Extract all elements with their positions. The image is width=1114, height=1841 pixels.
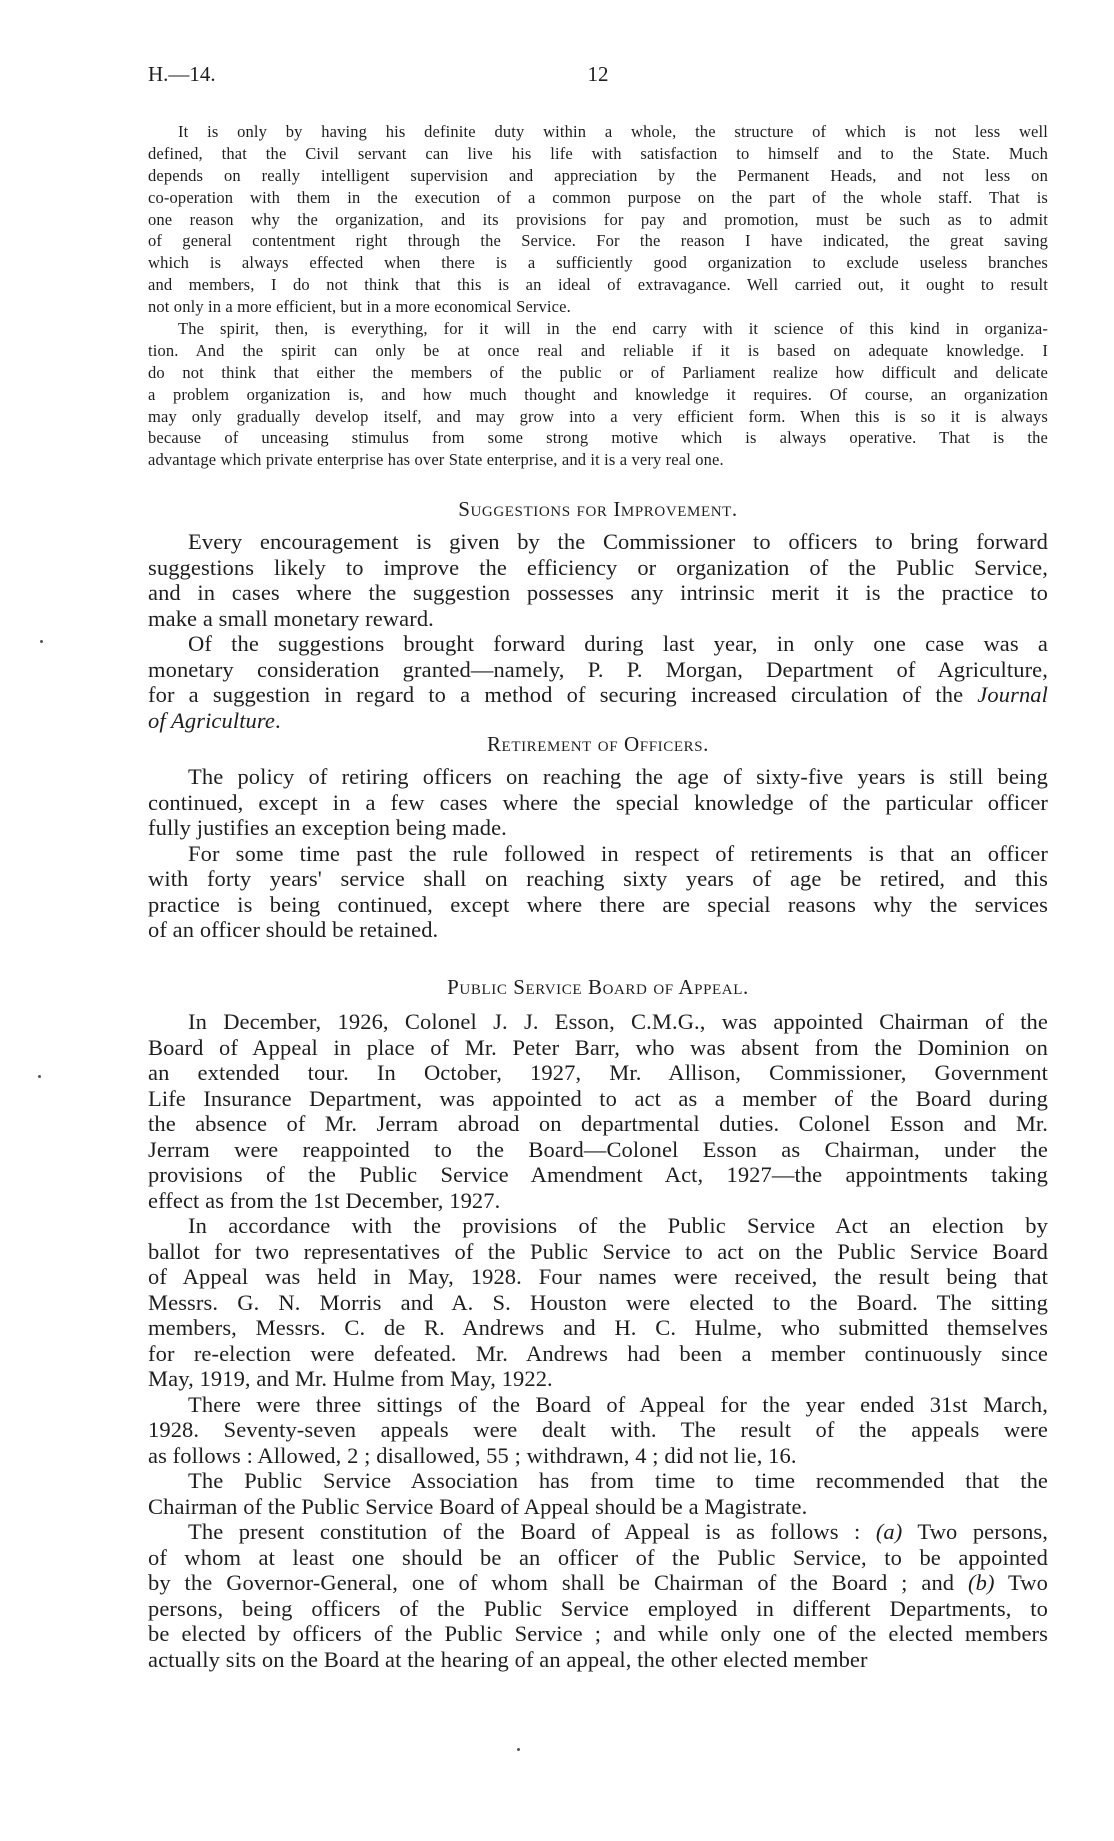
scan-speck bbox=[40, 640, 43, 643]
text-line: do not think that either the members of the public or of Parliament realize how difficult and delicate bbox=[148, 362, 1048, 382]
text-line: fully justifies an exception being made. bbox=[148, 815, 507, 840]
text-line: The spirit, then, is everything, for it will in the end carry with it science of this kind in organiza- bbox=[178, 319, 1048, 339]
retirement-section bbox=[148, 764, 1048, 943]
text-line: not only in a more efficient, but in a more economical Service. bbox=[148, 297, 571, 317]
text-line: ballot for two representatives of the Public Service to act on the Public Service Board bbox=[148, 1238, 1048, 1264]
text-line: Jerram were reappointed to the Board—Colonel Esson as Chairman, under the bbox=[148, 1136, 1048, 1162]
text-line: Chairman of the Public Service Board of Appeal should be a Magistrate. bbox=[148, 1493, 808, 1519]
paragraph bbox=[148, 841, 1048, 943]
text-line: tion. And the spirit can only be at once real and reliable if it is based on adequate knowledge. I bbox=[148, 340, 1048, 360]
text-line: suggestions likely to improve the efficiency or organization of the Public Service, bbox=[148, 554, 1048, 580]
paragraph bbox=[148, 764, 1048, 841]
text-line: provisions of the Public Service Amendment Act, 1927—the appointments taking bbox=[148, 1162, 1048, 1187]
text-line: and members, I do not think that this is an ideal of extravagance. Well carried out, it ought to result bbox=[148, 275, 1048, 295]
text-line: advantage which private enterprise has over State enterprise, and it is a very real one. bbox=[148, 450, 724, 470]
text-line: Board of Appeal in place of Mr. Peter Barr, who was absent from the Dominion on bbox=[148, 1034, 1048, 1060]
text-line: of Appeal was held in May, 1928. Four names were received, the result being that bbox=[148, 1264, 1048, 1289]
text-line: make a small monetary reward. bbox=[148, 605, 434, 631]
text-line: an extended tour. In October, 1927, Mr. Allison, Commissioner, Government bbox=[148, 1060, 1048, 1085]
text-line: depends on really intelligent supervision and appreciation by the Permanent Heads, and not less on bbox=[148, 165, 1048, 185]
text-line: one reason why the organization, and its provisions for pay and promotion, must be such as to admit bbox=[148, 209, 1048, 229]
text-line: with forty years' service shall on reaching sixty years of age be retired, and this bbox=[148, 866, 1048, 891]
italic-text: Journal bbox=[977, 682, 1048, 707]
text-line: monetary consideration granted—namely, P. P. Morgan, Department of Agriculture, bbox=[148, 656, 1048, 682]
italic-text: (a) bbox=[875, 1519, 903, 1544]
paragraph bbox=[148, 631, 1048, 733]
text-line: as follows : Allowed, 2 ; disallowed, 55 ; withdrawn, 4 ; did not lie, 16. bbox=[148, 1442, 797, 1468]
text-line: a problem organization is, and how much thought and knowledge it requires. Of course, an organization bbox=[148, 384, 1048, 404]
text-segment: . bbox=[275, 707, 281, 733]
paragraph bbox=[148, 1009, 1048, 1213]
suggestions-section bbox=[148, 529, 1048, 733]
board-of-appeal-section bbox=[148, 1009, 1048, 1672]
paragraph bbox=[148, 1519, 1048, 1672]
text-line: The policy of retiring officers on reaching the age of sixty-five years is still being bbox=[188, 764, 1048, 789]
text-line: actually sits on the Board at the hearing of an appeal, the other elected member bbox=[148, 1646, 868, 1672]
text-line: may only gradually develop itself, and may grow into a very efficient form. When this is so it is always bbox=[148, 406, 1048, 426]
paragraph bbox=[148, 1468, 1048, 1519]
text-segment: The present constitution of the Board of Appeal is as follows : bbox=[188, 1519, 876, 1544]
paragraph bbox=[148, 318, 1048, 471]
text-segment: Two bbox=[994, 1570, 1048, 1595]
text-line bbox=[148, 1519, 1048, 1545]
document-reference: H.—14. bbox=[148, 62, 216, 86]
text-line: co-operation with them in the execution of a common purpose on the part of the whole staff. That is bbox=[148, 187, 1048, 207]
paragraph bbox=[148, 1392, 1048, 1469]
text-line: In December, 1926, Colonel J. J. Esson, C.M.G., was appointed Chairman of the bbox=[188, 1009, 1048, 1034]
paragraph bbox=[148, 121, 1048, 318]
italic-text: of Agriculture bbox=[148, 707, 276, 733]
text-line: There were three sittings of the Board of Appeal for the year ended 31st March, bbox=[188, 1391, 1048, 1417]
page-number: 12 bbox=[587, 62, 609, 86]
text-line: The Public Service Association has from time to time recommended that the bbox=[188, 1468, 1048, 1493]
text-line: In accordance with the provisions of the Public Service Act an election by bbox=[188, 1213, 1048, 1238]
scan-speck bbox=[38, 1075, 41, 1078]
text-line: Of the suggestions brought forward during last year, in only one case was a bbox=[188, 631, 1048, 656]
text-line: For some time past the rule followed in respect of retirements is that an officer bbox=[188, 840, 1048, 866]
text-line: the absence of Mr. Jerram abroad on departmental duties. Colonel Esson and Mr. bbox=[148, 1111, 1048, 1136]
text-line: effect as from the 1st December, 1927. bbox=[148, 1187, 501, 1213]
text-line: which is always effected when there is a sufficiently good organization to exclude useless branches bbox=[148, 253, 1048, 273]
text-line: practice is being continued, except where there are special reasons why the services bbox=[148, 891, 1048, 917]
text-line bbox=[148, 1570, 1048, 1596]
text-line: for re-election were defeated. Mr. Andrews had been a member continuously since bbox=[148, 1340, 1048, 1366]
text-line: persons, being officers of the Public Service employed in different Departments, to bbox=[148, 1595, 1048, 1621]
text-line: members, Messrs. C. de R. Andrews and H. C. Hulme, who submitted themselves bbox=[148, 1315, 1048, 1340]
text-segment: Two persons, bbox=[902, 1519, 1048, 1544]
text-line: It is only by having his definite duty within a whole, the structure of which is not less well bbox=[178, 122, 1048, 141]
heading-board-of-appeal: Public Service Board of Appeal. bbox=[447, 975, 749, 999]
text-line: May, 1919, and Mr. Hulme from May, 1922. bbox=[148, 1366, 553, 1391]
text-line: because of unceasing stimulus from some strong motive which is always operative. That is the bbox=[148, 428, 1048, 448]
intro-section bbox=[148, 121, 1048, 471]
text-line: 1928. Seventy-seven appeals were dealt with. The result of the appeals were bbox=[148, 1417, 1048, 1442]
text-line: of whom at least one should be an officer of the Public Service, to be appointed bbox=[148, 1544, 1048, 1570]
text-line: of an officer should be retained. bbox=[148, 917, 439, 942]
text-line: Life Insurance Department, was appointed to act as a member of the Board during bbox=[148, 1085, 1048, 1111]
text-segment: by the Governor-General, one of whom shall be Chairman of the Board ; and bbox=[148, 1570, 969, 1595]
text-segment: for a suggestion in regard to a method of securing increased circulation of the bbox=[148, 682, 978, 707]
italic-text: (b) bbox=[968, 1570, 995, 1595]
page-header bbox=[148, 62, 1048, 90]
text-line: continued, except in a few cases where the special knowledge of the particular officer bbox=[148, 789, 1048, 815]
scan-speck bbox=[517, 1748, 520, 1751]
text-line: and in cases where the suggestion possesses any intrinsic merit it is the practice to bbox=[148, 580, 1048, 605]
paragraph bbox=[148, 529, 1048, 631]
text-line: of general contentment right through the Service. For the reason I have indicated, the great saving bbox=[148, 231, 1048, 251]
text-line: Messrs. G. N. Morris and A. S. Houston were elected to the Board. The sitting bbox=[148, 1289, 1048, 1315]
heading-retirement: Retirement of Officers. bbox=[486, 732, 710, 756]
text-line: Every encouragement is given by the Commissioner to officers to bring forward bbox=[188, 529, 1048, 554]
heading-suggestions: Suggestions for Improvement. bbox=[458, 497, 738, 521]
text-line bbox=[148, 682, 1048, 708]
paragraph bbox=[148, 1213, 1048, 1392]
text-line: defined, that the Civil servant can live his life with satisfaction to himself and to the State. Much bbox=[148, 143, 1048, 163]
text-line bbox=[148, 708, 1048, 734]
text-line: be elected by officers of the Public Service ; and while only one of the elected members bbox=[148, 1621, 1048, 1646]
